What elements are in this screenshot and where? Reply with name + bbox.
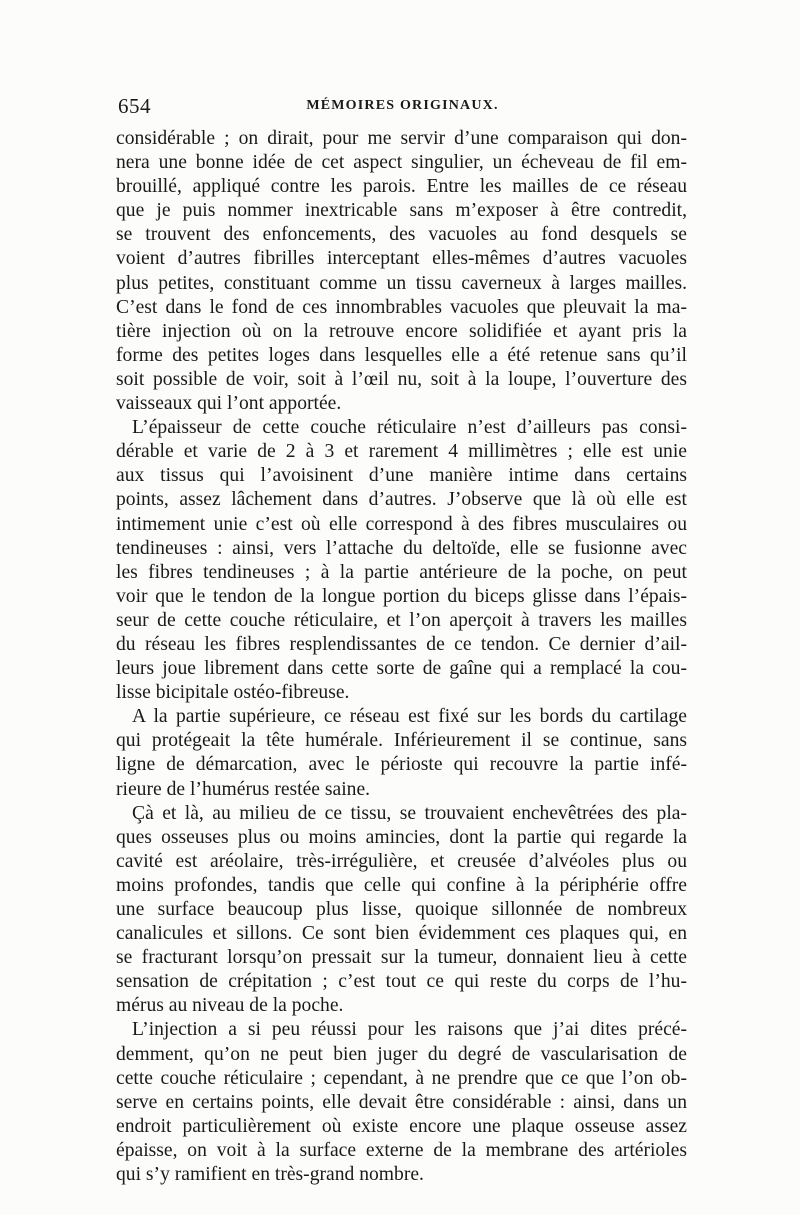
text-line: brouillé, appliqué contre les parois. Entre les mailles de ce réseau — [116, 176, 687, 198]
text-line: rieure de l’humérus restée saine. — [116, 778, 371, 800]
paragraph-2 — [116, 416, 687, 705]
text-line: les fibres tendineuses ; à la partie antérieure de la poche, on peut — [116, 561, 687, 583]
text-line: ques osseuses plus ou moins amincies, dont la partie qui regarde la — [116, 826, 687, 848]
text-line: aux tissus qui l’avoisinent d’une manière intime dans certains — [116, 465, 687, 487]
text-line: cavité est aréolaire, très-irrégulière, et creusée d’alvéoles plus ou — [116, 850, 687, 872]
text-line: qui protégeait la tête humérale. Inférieurement il se continue, sans — [116, 730, 687, 752]
text-line: seur de cette couche réticulaire, et l’on aperçoit à travers les mailles — [116, 609, 687, 631]
text-line: une surface beaucoup plus lisse, quoique sillonnée de nombreux — [116, 899, 687, 920]
text-line: moins profondes, tandis que celle qui confine à la périphérie offre — [116, 874, 687, 896]
text-line: canalicules et sillons. Ce sont bien évidemment ces plaques qui, en — [116, 923, 687, 945]
text-line: cette couche réticulaire ; cependant, à ne prendre que ce que l’on ob- — [116, 1067, 687, 1089]
text-line: leurs joue librement dans cette sorte de gaîne qui a remplacé la cou- — [116, 658, 687, 680]
paragraph-3 — [116, 705, 687, 801]
text-line: se fracturant lorsqu’on pressait sur la tumeur, donnaient lieu à cette — [116, 947, 687, 969]
text-line: du réseau les fibres resplendissantes de ce tendon. Ce dernier d’ail- — [116, 633, 687, 655]
text-line: soit possible de voir, soit à l’œil nu, soit à la loupe, l’ouverture des — [116, 368, 687, 390]
text-line: endroit particulièrement où existe encore une plaque osseuse assez — [116, 1115, 687, 1137]
text-line: tendineuses : ainsi, vers l’attache du deltoïde, elle se fusionne avec — [116, 537, 687, 559]
text-line: dérable et varie de 2 à 3 et rarement 4 millimètres ; elle est unie — [116, 441, 687, 463]
text-line: plus petites, constituant comme un tissu caverneux à larges mailles. — [116, 272, 687, 294]
text-line: intimement unie c’est où elle correspond à des fibres musculaires ou — [116, 513, 687, 535]
running-head: MÉMOIRES ORIGINAUX. — [306, 98, 499, 113]
text-line: tière injection où on la retrouve encore solidifiée et ayant pris la — [116, 320, 687, 342]
text-line: demment, qu’on ne peut bien juger du degré de vascularisation de — [116, 1043, 687, 1065]
text-line: L’injection a si peu réussi pour les raisons que j’ai dites précé- — [132, 1019, 687, 1041]
text-line: lisse bicipitale ostéo-fibreuse. — [116, 682, 350, 704]
text-line: ligne de démarcation, avec le périoste qui recouvre la partie infé- — [116, 754, 687, 776]
text-line: points, assez lâchement dans d’autres. J’observe que là où elle est — [116, 489, 687, 511]
text-line: mérus au niveau de la poche. — [116, 995, 344, 1017]
page-header — [118, 94, 687, 120]
body-text — [116, 127, 687, 1187]
text-line: C’est dans le fond de ces innombrables vacuoles que pleuvait la ma- — [116, 296, 687, 318]
text-line: voient d’autres fibrilles interceptant elles-mêmes d’autres vacuoles — [116, 248, 687, 270]
page-number: 654 — [118, 94, 151, 118]
text-line: vaisseaux qui l’ont apportée. — [116, 393, 342, 415]
paragraph-4 — [116, 802, 687, 1019]
text-line: Çà et là, au milieu de ce tissu, se trouvaient enchevêtrées des pla- — [132, 802, 687, 824]
text-line: nera une bonne idée de cet aspect singulier, un écheveau de fil em- — [116, 152, 687, 174]
text-line: se trouvent des enfoncements, des vacuoles au fond desquels se — [116, 224, 687, 246]
text-line: forme des petites loges dans lesquelles elle a été retenue sans qu’il — [116, 344, 687, 366]
text-line: épaisse, on voit à la surface externe de la membrane des artérioles — [116, 1139, 687, 1161]
text-line: sensation de crépitation ; c’est tout ce qui reste du corps de l’hu- — [116, 971, 687, 993]
paragraph-1 — [116, 127, 687, 416]
text-line: serve en certains points, elle devait être considérable : ainsi, dans un — [116, 1091, 687, 1113]
text-line: L’épaisseur de cette couche réticulaire n’est d’ailleurs pas consi- — [132, 417, 687, 439]
text-line: qui s’y ramifient en très-grand nombre. — [116, 1164, 424, 1186]
text-line: A la partie supérieure, ce réseau est fixé sur les bords du cartilage — [132, 706, 687, 728]
paragraph-5 — [116, 1018, 687, 1187]
text-line: que je puis nommer inextricable sans m’exposer à être contredit, — [116, 200, 687, 222]
text-line: voir que le tendon de la longue portion du biceps glisse dans l’épais- — [116, 585, 687, 607]
text-line: considérable ; on dirait, pour me servir d’une comparaison qui don- — [116, 128, 687, 149]
